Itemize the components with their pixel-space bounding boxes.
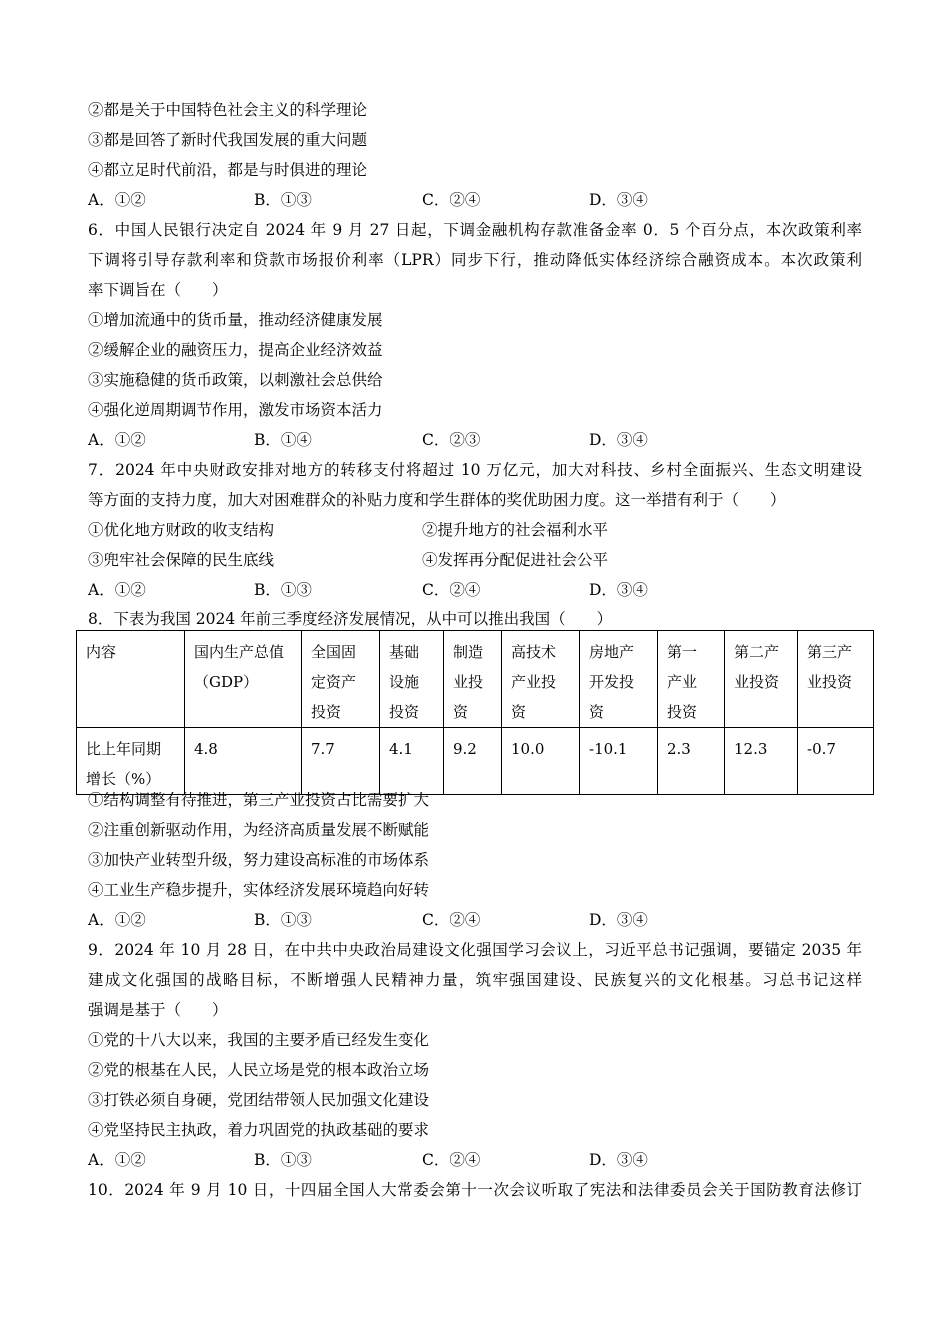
header-cell-tertiary-industry-investment: 第三产 业投资 (798, 631, 874, 728)
header-cell-infrastructure-investment: 基础 设施 投资 (380, 631, 444, 728)
q6-option-1: ①增加流通中的货币量，推动经济健康发展 (88, 311, 383, 329)
q7-option-4: ④发挥再分配促进社会公平 (422, 551, 609, 569)
row-label-cell: 比上年同期 增长（%） (77, 728, 185, 795)
value-cell-tertiary: -0.7 (798, 728, 874, 795)
header-cell-fixed-asset-investment: 全国固 定资产 投资 (302, 631, 380, 728)
q8-option-1: ①结构调整有待推进，第三产业投资占比需要扩大 (88, 791, 430, 809)
q7-stem-line-2: 等方面的支持力度，加大对困难群众的补贴力度和学生群体的奖优助困力度。这一举措有利于（ ） (88, 491, 786, 509)
q6-option-4: ④强化逆周期调节作用，激发市场资本活力 (88, 401, 383, 419)
q9-choice-c[interactable]: C．②④ (422, 1151, 481, 1169)
q6-choice-b[interactable]: B．①④ (254, 431, 312, 449)
value-cell-hightech: 10.0 (502, 728, 580, 795)
table-header-row (77, 631, 874, 728)
q8-choice-d[interactable]: D．③④ (589, 911, 648, 929)
header-cell-manufacturing-investment: 制造 业投 资 (444, 631, 502, 728)
q6-choice-c[interactable]: C．②③ (422, 431, 481, 449)
q6-option-3: ③实施稳健的货币政策，以刺激社会总供给 (88, 371, 383, 389)
q8-option-4: ④工业生产稳步提升，实体经济发展环境趋向好转 (88, 881, 430, 899)
q8-stem-line-1: 8．下表为我国 2024 年前三季度经济发展情况，从中可以推出我国（ ） (88, 610, 613, 628)
q9-option-4: ④党坚持民主执政，着力巩固党的执政基础的要求 (88, 1121, 430, 1139)
q7-choice-d[interactable]: D．③④ (589, 581, 648, 599)
q5-option-2: ②都是关于中国特色社会主义的科学理论 (88, 101, 368, 119)
q9-option-1: ①党的十八大以来，我国的主要矛盾已经发生变化 (88, 1031, 430, 1049)
q7-option-1: ①优化地方财政的收支结构 (88, 521, 275, 539)
value-cell-gdp: 4.8 (185, 728, 302, 795)
value-cell-primary: 2.3 (658, 728, 725, 795)
q9-choice-d[interactable]: D．③④ (589, 1151, 648, 1169)
q8-choice-c[interactable]: C．②④ (422, 911, 481, 929)
q6-choice-d[interactable]: D．③④ (589, 431, 648, 449)
economy-data-table (76, 630, 874, 795)
q8-choice-a[interactable]: A．①② (88, 911, 146, 929)
header-cell-hightech-investment: 高技术 产业投 资 (502, 631, 580, 728)
value-cell-fixed-asset: 7.7 (302, 728, 380, 795)
value-cell-secondary: 12.3 (725, 728, 798, 795)
q7-options-row-1 (88, 520, 868, 542)
q9-option-2: ②党的根基在人民，人民立场是党的根本政治立场 (88, 1061, 430, 1079)
q5-choice-b[interactable]: B．①③ (254, 191, 312, 209)
q5-option-4: ④都立足时代前沿，都是与时俱进的理论 (88, 161, 368, 179)
q7-option-2: ②提升地方的社会福利水平 (422, 521, 609, 539)
q6-answer-choices (88, 430, 868, 452)
q7-stem-line-1: 7．2024 年中央财政安排对地方的转移支付将超过 10 万亿元，加大对科技、乡村全面振兴、生态文明建设 (88, 461, 862, 479)
q6-stem-line-2: 下调将引导存款利率和贷款市场报价利率（LPR）同步下行，推动降低实体经济综合融资成本。本次政策利 (88, 251, 862, 269)
q6-choice-a[interactable]: A．①② (88, 431, 146, 449)
header-cell-real-estate-investment: 房地产 开发投 资 (580, 631, 658, 728)
q9-stem-line-3: 强调是基于（ ） (88, 1001, 228, 1019)
value-cell-manufacturing: 9.2 (444, 728, 502, 795)
q5-choice-a[interactable]: A．①② (88, 191, 146, 209)
q7-choice-c[interactable]: C．②④ (422, 581, 481, 599)
q9-stem-line-2: 建成文化强国的战略目标，不断增强人民精神力量，筑牢强国建设、民族复兴的文化根基。习总书记这样 (88, 971, 862, 989)
q5-answer-choices (88, 190, 868, 212)
q5-choice-c[interactable]: C．②④ (422, 191, 481, 209)
q7-choice-b[interactable]: B．①③ (254, 581, 312, 599)
q8-option-3: ③加快产业转型升级，努力建设高标准的市场体系 (88, 851, 430, 869)
q7-answer-choices (88, 580, 868, 602)
q9-answer-choices (88, 1150, 868, 1172)
q10-stem-line-1: 10．2024 年 9 月 10 日，十四届全国人大常委会第十一次会议听取了宪法和法律委员会关于国防教育法修订 (88, 1181, 862, 1199)
q8-answer-choices (88, 910, 868, 932)
header-cell-gdp: 国内生产总值 （GDP） (185, 631, 302, 728)
q6-stem-line-3: 率下调旨在（ ） (88, 281, 228, 299)
header-cell-content: 内容 (77, 631, 185, 728)
q8-choice-b[interactable]: B．①③ (254, 911, 312, 929)
q9-choice-b[interactable]: B．①③ (254, 1151, 312, 1169)
header-cell-primary-industry-investment: 第一 产业 投资 (658, 631, 725, 728)
q7-option-3: ③兜牢社会保障的民生底线 (88, 551, 275, 569)
q9-stem-line-1: 9．2024 年 10 月 28 日，在中共中央政治局建设文化强国学习会议上，习近平总书记强调，要锚定 2035 年 (88, 941, 862, 959)
q6-stem-line-1: 6．中国人民银行决定自 2024 年 9 月 27 日起，下调金融机构存款准备金率 0．5 个百分点，本次政策利率 (88, 221, 862, 239)
q7-choice-a[interactable]: A．①② (88, 581, 146, 599)
value-cell-infrastructure: 4.1 (380, 728, 444, 795)
q9-option-3: ③打铁必须自身硬，党团结带领人民加强文化建设 (88, 1091, 430, 1109)
table-row (77, 728, 874, 795)
q6-option-2: ②缓解企业的融资压力，提高企业经济效益 (88, 341, 383, 359)
q5-choice-d[interactable]: D．③④ (589, 191, 648, 209)
q5-option-3: ③都是回答了新时代我国发展的重大问题 (88, 131, 368, 149)
q7-options-row-2 (88, 550, 868, 572)
q8-option-2: ②注重创新驱动作用，为经济高质量发展不断赋能 (88, 821, 430, 839)
value-cell-real-estate: -10.1 (580, 728, 658, 795)
header-cell-secondary-industry-investment: 第二产 业投资 (725, 631, 798, 728)
q9-choice-a[interactable]: A．①② (88, 1151, 146, 1169)
